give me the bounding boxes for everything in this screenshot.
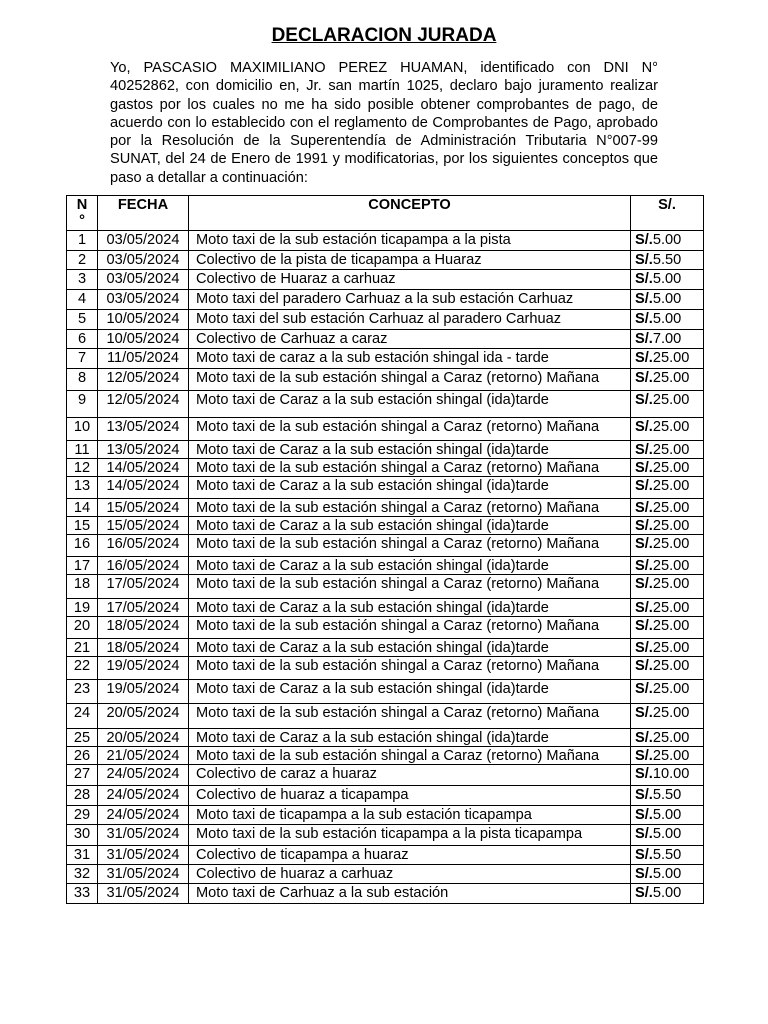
row-amount-cell	[631, 865, 704, 884]
currency-symbol: S/.	[635, 558, 653, 574]
currency-symbol: S/.	[635, 705, 653, 721]
row-date: 31/05/2024	[98, 825, 189, 846]
row-amount: 5.00	[652, 271, 682, 287]
row-amount-cell	[631, 535, 704, 557]
row-number: 12	[67, 459, 98, 477]
row-date: 31/05/2024	[98, 884, 189, 904]
row-concept: Moto taxi de la sub estación shingal a Caraz (retorno) Mañana	[189, 575, 631, 599]
row-concept: Moto taxi de la sub estación shingal a Caraz (retorno) Mañana	[189, 369, 631, 391]
table-row	[67, 270, 704, 290]
row-amount-cell	[631, 806, 704, 825]
row-concept: Moto taxi del paradero Carhuaz a la sub estación Carhuaz	[189, 290, 631, 310]
row-number: 10	[67, 418, 98, 441]
row-amount: 25.00	[652, 392, 690, 408]
row-date: 10/05/2024	[98, 310, 189, 330]
row-concept: Colectivo de Huaraz a carhuaz	[189, 270, 631, 290]
row-number: 32	[67, 865, 98, 884]
row-amount-cell	[631, 251, 704, 270]
row-amount: 5.00	[652, 232, 682, 248]
row-date: 21/05/2024	[98, 747, 189, 765]
currency-symbol: S/.	[635, 370, 653, 386]
table-row	[67, 729, 704, 747]
row-amount: 25.00	[652, 442, 690, 458]
row-amount-cell	[631, 557, 704, 575]
row-amount: 5.50	[652, 787, 682, 803]
row-amount-cell	[631, 765, 704, 786]
row-number: 19	[67, 599, 98, 617]
row-amount-cell	[631, 517, 704, 535]
row-date: 24/05/2024	[98, 786, 189, 806]
row-amount-cell	[631, 349, 704, 369]
row-date: 24/05/2024	[98, 765, 189, 786]
row-amount: 25.00	[652, 618, 690, 634]
row-amount-cell	[631, 786, 704, 806]
row-amount: 25.00	[652, 730, 690, 746]
currency-symbol: S/.	[635, 640, 653, 656]
table-row	[67, 825, 704, 846]
table-row	[67, 846, 704, 865]
row-amount: 5.50	[652, 252, 682, 268]
row-amount-cell	[631, 441, 704, 459]
row-amount: 5.00	[652, 807, 682, 823]
row-date: 13/05/2024	[98, 441, 189, 459]
table-row	[67, 391, 704, 418]
row-number: 7	[67, 349, 98, 369]
row-number: 31	[67, 846, 98, 865]
row-amount: 5.00	[652, 826, 682, 842]
row-number: 2	[67, 251, 98, 270]
document-title: DECLARACION JURADA	[271, 25, 497, 46]
row-amount-cell	[631, 729, 704, 747]
currency-symbol: S/.	[635, 331, 653, 347]
currency-symbol: S/.	[635, 730, 653, 746]
row-number: 33	[67, 884, 98, 904]
row-amount: 25.00	[652, 460, 690, 476]
row-amount-cell	[631, 846, 704, 865]
row-amount: 25.00	[652, 478, 690, 494]
header-date: FECHA	[98, 196, 189, 231]
row-concept: Moto taxi de Caraz a la sub estación shingal (ida)tarde	[189, 639, 631, 657]
row-concept: Moto taxi de la sub estación shingal a Caraz (retorno) Mañana	[189, 459, 631, 477]
row-number: 29	[67, 806, 98, 825]
currency-symbol: S/.	[635, 460, 653, 476]
currency-symbol: S/.	[635, 600, 653, 616]
table-row	[67, 477, 704, 499]
table-row	[67, 441, 704, 459]
currency-symbol: S/.	[635, 500, 653, 516]
currency-symbol: S/.	[635, 766, 653, 782]
row-number: 17	[67, 557, 98, 575]
currency-symbol: S/.	[635, 748, 653, 764]
table-row	[67, 349, 704, 369]
row-concept: Moto taxi de la sub estación shingal a Caraz (retorno) Mañana	[189, 617, 631, 639]
row-amount-cell	[631, 391, 704, 418]
table-row	[67, 369, 704, 391]
row-number: 4	[67, 290, 98, 310]
row-number: 25	[67, 729, 98, 747]
row-amount: 25.00	[652, 558, 690, 574]
row-amount-cell	[631, 704, 704, 729]
row-amount-cell	[631, 825, 704, 846]
row-amount: 25.00	[652, 681, 690, 697]
currency-symbol: S/.	[635, 350, 653, 366]
row-amount: 25.00	[652, 600, 690, 616]
currency-symbol: S/.	[635, 826, 653, 842]
row-amount: 5.00	[652, 291, 682, 307]
table-row	[67, 459, 704, 477]
row-amount: 5.50	[652, 847, 682, 863]
row-date: 14/05/2024	[98, 459, 189, 477]
row-amount-cell	[631, 575, 704, 599]
table-body	[67, 231, 704, 904]
row-amount: 25.00	[652, 518, 690, 534]
row-date: 12/05/2024	[98, 391, 189, 418]
row-amount: 5.00	[652, 885, 682, 901]
row-amount: 25.00	[652, 640, 690, 656]
row-number: 14	[67, 499, 98, 517]
table-row	[67, 290, 704, 310]
row-date: 20/05/2024	[98, 704, 189, 729]
row-number: 26	[67, 747, 98, 765]
row-date: 31/05/2024	[98, 865, 189, 884]
table-row	[67, 310, 704, 330]
table-row	[67, 517, 704, 535]
row-amount-cell	[631, 310, 704, 330]
row-date: 17/05/2024	[98, 575, 189, 599]
row-date: 15/05/2024	[98, 499, 189, 517]
row-amount-cell	[631, 459, 704, 477]
table-row	[67, 617, 704, 639]
row-date: 19/05/2024	[98, 657, 189, 680]
table-row	[67, 330, 704, 349]
row-amount: 5.00	[652, 311, 682, 327]
row-concept: Moto taxi de la sub estación shingal a Caraz (retorno) Mañana	[189, 657, 631, 680]
currency-symbol: S/.	[635, 576, 653, 592]
row-amount: 25.00	[652, 350, 690, 366]
currency-symbol: S/.	[635, 866, 653, 882]
row-amount-cell	[631, 477, 704, 499]
header-concept: CONCEPTO	[189, 196, 631, 231]
row-number: 13	[67, 477, 98, 499]
row-amount: 25.00	[652, 658, 690, 674]
table-row	[67, 747, 704, 765]
row-date: 19/05/2024	[98, 680, 189, 704]
row-number: 20	[67, 617, 98, 639]
row-concept: Colectivo de huaraz a ticapampa	[189, 786, 631, 806]
currency-symbol: S/.	[635, 419, 653, 435]
row-concept: Colectivo de caraz a huaraz	[189, 765, 631, 786]
row-number: 30	[67, 825, 98, 846]
row-number: 15	[67, 517, 98, 535]
declaration-paragraph: Yo, PASCASIO MAXIMILIANO PEREZ HUAMAN, identificado con DNI N° 40252862, con domicilio en, Jr. san martín 1025, declaro bajo juramento realizar gastos por los cuales no me ha sido posible obtener comprobantes de pago, de acuerdo con lo establecido con el reglamento de Comprobantes de Pago, aprobado por la Resolución de la Superentendía de Administración Tributaria N°007-99 SUNAT, del 24 de Enero de 1991 y modificatorias, por los siguientes conceptos que paso a detallar a continuación:	[110, 60, 658, 186]
row-amount-cell	[631, 657, 704, 680]
row-concept: Colectivo de huaraz a carhuaz	[189, 865, 631, 884]
currency-symbol: S/.	[635, 681, 653, 697]
row-concept: Moto taxi de Caraz a la sub estación shingal (ida)tarde	[189, 557, 631, 575]
row-date: 17/05/2024	[98, 599, 189, 617]
row-amount-cell	[631, 330, 704, 349]
row-concept: Moto taxi de la sub estación shingal a Caraz (retorno) Mañana	[189, 418, 631, 441]
table-row	[67, 575, 704, 599]
row-concept: Moto taxi de Caraz a la sub estación shingal (ida)tarde	[189, 517, 631, 535]
row-concept: Colectivo de la pista de ticapampa a Huaraz	[189, 251, 631, 270]
row-amount-cell	[631, 884, 704, 904]
row-date: 13/05/2024	[98, 418, 189, 441]
row-number: 24	[67, 704, 98, 729]
table-row	[67, 704, 704, 729]
row-number: 18	[67, 575, 98, 599]
row-concept: Colectivo de Carhuaz a caraz	[189, 330, 631, 349]
table-row	[67, 251, 704, 270]
header-number-label: N °	[76, 197, 88, 229]
row-date: 14/05/2024	[98, 477, 189, 499]
row-number: 21	[67, 639, 98, 657]
table-row	[67, 680, 704, 704]
row-number: 27	[67, 765, 98, 786]
row-amount-cell	[631, 680, 704, 704]
row-date: 16/05/2024	[98, 535, 189, 557]
row-amount-cell	[631, 418, 704, 441]
row-concept: Colectivo de ticapampa a huaraz	[189, 846, 631, 865]
table-row	[67, 786, 704, 806]
row-amount-cell	[631, 270, 704, 290]
table-row	[67, 765, 704, 786]
currency-symbol: S/.	[635, 885, 653, 901]
row-concept: Moto taxi de la sub estación shingal a Caraz (retorno) Mañana	[189, 747, 631, 765]
row-amount: 5.00	[652, 866, 682, 882]
row-concept: Moto taxi de la sub estación shingal a Caraz (retorno) Mañana	[189, 535, 631, 557]
row-number: 3	[67, 270, 98, 290]
row-number: 23	[67, 680, 98, 704]
table-header-row	[67, 196, 704, 231]
currency-symbol: S/.	[635, 807, 653, 823]
row-amount-cell	[631, 231, 704, 251]
row-amount-cell	[631, 499, 704, 517]
currency-symbol: S/.	[635, 311, 653, 327]
row-number: 1	[67, 231, 98, 251]
row-number: 28	[67, 786, 98, 806]
currency-symbol: S/.	[635, 478, 653, 494]
table-row	[67, 865, 704, 884]
row-number: 22	[67, 657, 98, 680]
row-date: 11/05/2024	[98, 349, 189, 369]
table-row	[67, 806, 704, 825]
table-row	[67, 557, 704, 575]
currency-symbol: S/.	[635, 232, 653, 248]
header-number	[67, 196, 98, 231]
row-date: 16/05/2024	[98, 557, 189, 575]
row-amount: 25.00	[652, 705, 690, 721]
row-date: 03/05/2024	[98, 290, 189, 310]
row-amount-cell	[631, 290, 704, 310]
row-date: 12/05/2024	[98, 369, 189, 391]
row-amount-cell	[631, 639, 704, 657]
row-date: 03/05/2024	[98, 231, 189, 251]
row-concept: Moto taxi de caraz a la sub estación shingal ida - tarde	[189, 349, 631, 369]
currency-symbol: S/.	[635, 518, 653, 534]
table-row	[67, 535, 704, 557]
row-concept: Moto taxi de la sub estación ticapampa a la pista	[189, 231, 631, 251]
row-date: 18/05/2024	[98, 617, 189, 639]
row-date: 03/05/2024	[98, 270, 189, 290]
row-concept: Moto taxi de Caraz a la sub estación shingal (ida)tarde	[189, 599, 631, 617]
row-amount: 25.00	[652, 536, 690, 552]
table-row	[67, 418, 704, 441]
row-date: 20/05/2024	[98, 729, 189, 747]
row-amount-cell	[631, 617, 704, 639]
row-amount-cell	[631, 369, 704, 391]
row-concept: Moto taxi de Caraz a la sub estación shingal (ida)tarde	[189, 391, 631, 418]
row-amount-cell	[631, 747, 704, 765]
currency-symbol: S/.	[635, 392, 653, 408]
table-row	[67, 231, 704, 251]
row-concept: Moto taxi de la sub estación shingal a Caraz (retorno) Mañana	[189, 704, 631, 729]
row-date: 24/05/2024	[98, 806, 189, 825]
row-concept: Moto taxi del sub estación Carhuaz al paradero Carhuaz	[189, 310, 631, 330]
table-row	[67, 657, 704, 680]
row-concept: Moto taxi de Carhuaz a la sub estación	[189, 884, 631, 904]
currency-symbol: S/.	[635, 291, 653, 307]
table-row	[67, 639, 704, 657]
row-number: 11	[67, 441, 98, 459]
row-concept: Moto taxi de la sub estación ticapampa a la pista ticapampa	[189, 825, 631, 846]
row-date: 03/05/2024	[98, 251, 189, 270]
row-concept: Moto taxi de Caraz a la sub estación shingal (ida)tarde	[189, 477, 631, 499]
currency-symbol: S/.	[635, 787, 653, 803]
currency-symbol: S/.	[635, 252, 653, 268]
row-date: 18/05/2024	[98, 639, 189, 657]
row-number: 5	[67, 310, 98, 330]
row-concept: Moto taxi de Caraz a la sub estación shingal (ida)tarde	[189, 729, 631, 747]
row-amount: 25.00	[652, 419, 690, 435]
row-number: 9	[67, 391, 98, 418]
row-concept: Moto taxi de Caraz a la sub estación shingal (ida)tarde	[189, 441, 631, 459]
row-date: 15/05/2024	[98, 517, 189, 535]
currency-symbol: S/.	[635, 271, 653, 287]
row-amount: 25.00	[652, 748, 690, 764]
row-amount: 7.00	[652, 331, 682, 347]
row-number: 8	[67, 369, 98, 391]
row-concept: Moto taxi de la sub estación shingal a Caraz (retorno) Mañana	[189, 499, 631, 517]
table-row	[67, 884, 704, 904]
row-date: 31/05/2024	[98, 846, 189, 865]
row-amount: 10.00	[652, 766, 690, 782]
row-concept: Moto taxi de Caraz a la sub estación shingal (ida)tarde	[189, 680, 631, 704]
row-concept: Moto taxi de ticapampa a la sub estación ticapampa	[189, 806, 631, 825]
currency-symbol: S/.	[635, 618, 653, 634]
table-row	[67, 599, 704, 617]
row-amount: 25.00	[652, 576, 690, 592]
row-amount: 25.00	[652, 370, 690, 386]
currency-symbol: S/.	[635, 442, 653, 458]
currency-symbol: S/.	[635, 658, 653, 674]
header-amount: S/.	[631, 196, 704, 231]
currency-symbol: S/.	[635, 536, 653, 552]
row-date: 10/05/2024	[98, 330, 189, 349]
row-amount: 25.00	[652, 500, 690, 516]
expenses-table	[66, 195, 704, 904]
row-amount-cell	[631, 599, 704, 617]
currency-symbol: S/.	[635, 847, 653, 863]
row-number: 16	[67, 535, 98, 557]
row-number: 6	[67, 330, 98, 349]
table-row	[67, 499, 704, 517]
